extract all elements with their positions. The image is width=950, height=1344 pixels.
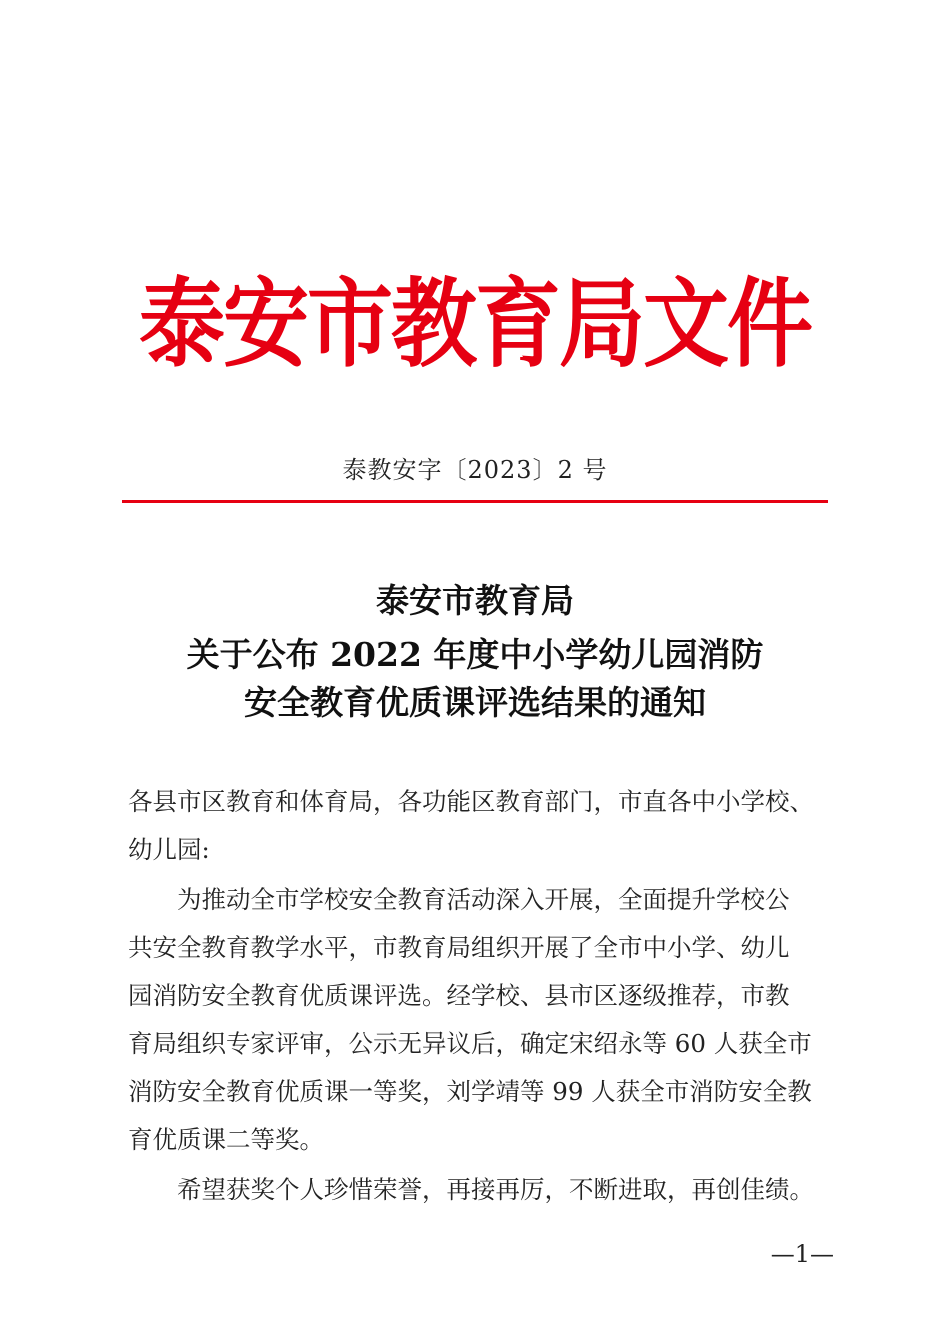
red-divider-line — [122, 500, 828, 503]
notice-title-line-1: 泰安市教育局 — [376, 581, 574, 620]
body-paragraph-line: 共安全教育教学水平，市教育局组织开展了全市中小学、幼儿 — [128, 933, 790, 962]
document-number: 泰教安字〔2023〕2 号 — [342, 456, 608, 484]
masthead-title: 泰安市教育局文件 — [139, 268, 811, 382]
page-number: —1— — [770, 1240, 834, 1268]
notice-title-line-3: 安全教育优质课评选结果的通知 — [244, 683, 706, 722]
body-paragraph-line: 园消防安全教育优质课评选。经学校、县市区逐级推荐，市教 — [128, 981, 790, 1010]
body-paragraph-line: 育局组织专家评审，公示无异议后，确定宋绍永等 60 人获全市 — [128, 1029, 812, 1058]
body-paragraph-line: 为推动全市学校安全教育活动深入开展，全面提升学校公 — [177, 885, 790, 914]
addressee-line-1: 各县市区教育和体育局，各功能区教育部门，市直各中小学校、 — [128, 787, 814, 816]
addressee-line-2: 幼儿园: — [128, 835, 210, 864]
body-paragraph-line: 消防安全教育优质课一等奖，刘学靖等 99 人获全市消防安全教 — [128, 1077, 812, 1106]
notice-title-line-2: 关于公布 2022 年度中小学幼儿园消防 — [186, 635, 764, 674]
body-paragraph-line: 育优质课二等奖。 — [128, 1125, 324, 1154]
closing-paragraph-line: 希望获奖个人珍惜荣誉，再接再厉，不断进取，再创佳绩。 — [177, 1175, 814, 1204]
